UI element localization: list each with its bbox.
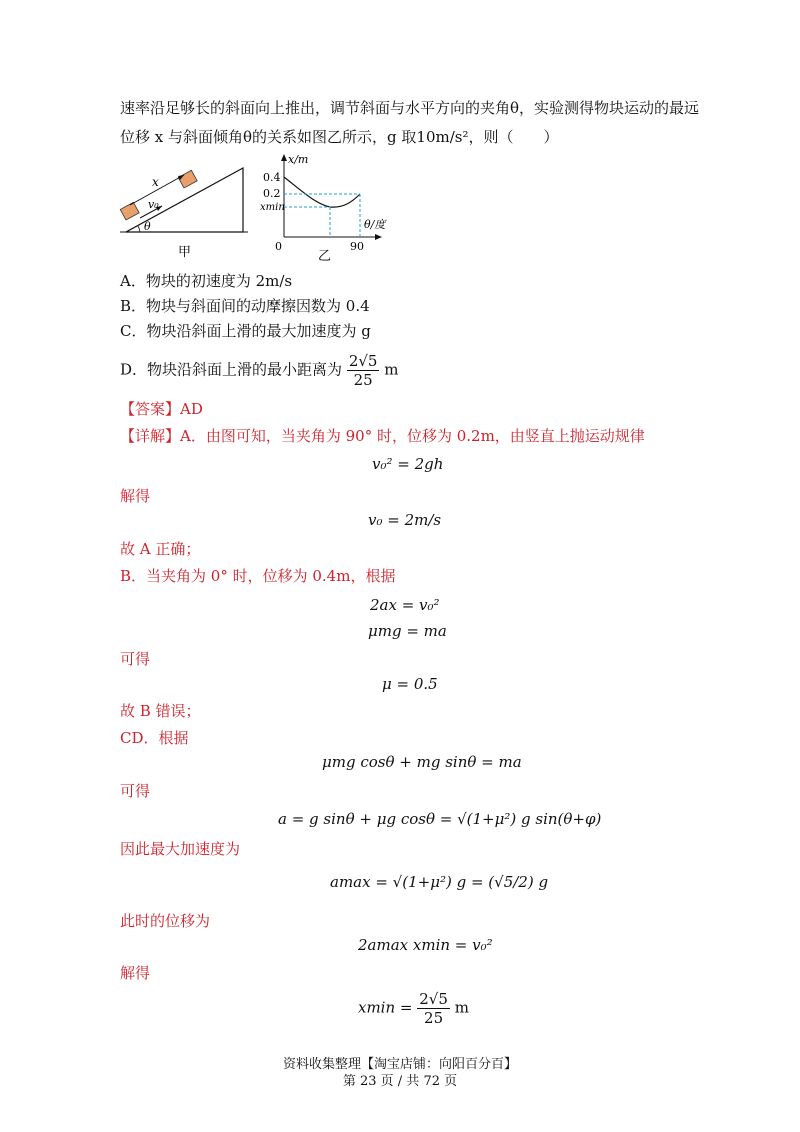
max-accel-text: 因此最大加速度为 [120, 840, 241, 858]
displacement-graph [258, 152, 398, 262]
tick-0: 0 [275, 240, 282, 253]
footer-source: 资料收集整理【淘宝店铺：向阳百分百】 [282, 1057, 517, 1072]
caption-yi: 乙 [318, 249, 332, 262]
solve-label-1: 解得 [120, 487, 151, 505]
y-axis-label: x/m [288, 153, 309, 166]
equation-5: μ = 0.5 [382, 675, 438, 693]
kede-label-1: 可得 [120, 650, 151, 668]
conclusion-a: 故 A 正确； [120, 540, 201, 558]
equation-10 [358, 990, 469, 1027]
option-d-denominator: 25 [353, 371, 373, 389]
equation-10-unit: m [454, 998, 469, 1017]
displacement-text: 此时的位移为 [120, 912, 211, 930]
equation-10-lhs: xmin = [358, 998, 413, 1017]
answer-label: 【答案】AD [120, 400, 203, 418]
option-b: B．物块与斜面间的动摩擦因数为 0.4 [120, 297, 370, 315]
equation-8: amax = √(1+μ²) g = (√5/2) g [330, 873, 549, 891]
option-c: C．物块沿斜面上滑的最大加速度为 g [120, 322, 371, 340]
detail-cd: CD．根据 [120, 729, 189, 747]
solve-label-2: 解得 [120, 964, 151, 982]
equation-10-fraction [417, 990, 450, 1027]
option-d-unit: m [384, 360, 399, 379]
equation-4: μmg = ma [368, 622, 447, 640]
question-line-2: 位移 x 与斜面倾角θ的关系如图乙所示，g 取10m/s²，则（ ） [120, 128, 559, 146]
option-d [120, 352, 398, 392]
equation-10-denominator: 25 [424, 1009, 444, 1027]
equation-3: 2ax = v₀² [370, 596, 440, 614]
equation-10-numerator: 2√5 [419, 990, 448, 1008]
equation-6: μmg cosθ + mg sinθ = ma [322, 753, 522, 771]
theta-arc [138, 226, 140, 232]
caption-jia: 甲 [178, 245, 192, 260]
conclusion-b: 故 B 错误； [120, 702, 201, 720]
x-axis-arrow [375, 234, 382, 240]
option-a: A．物块的初速度为 2m/s [120, 272, 293, 290]
incline-diagram [118, 160, 258, 260]
option-d-numerator: 2√5 [348, 352, 378, 370]
block-upper [178, 170, 197, 188]
theta-label: θ [144, 220, 151, 233]
detail-b: B．当夹角为 0° 时，位移为 0.4m，根据 [120, 567, 396, 585]
tick-04: 0.4 [263, 171, 281, 184]
y-axis-arrow [281, 154, 287, 161]
equation-2: v₀ = 2m/s [368, 511, 442, 529]
x-axis-label: θ/度 [364, 218, 386, 231]
equation-7: a = g sinθ + μg cosθ = √(1+μ²) g sin(θ+φ) [278, 810, 602, 828]
v0-label: v₀ [148, 198, 159, 211]
equation-9: 2amax xmin = v₀² [358, 936, 493, 954]
option-d-fraction [347, 352, 380, 389]
footer-page-number: 第 23 页 / 共 72 页 [342, 1074, 458, 1089]
block-lower [120, 202, 139, 220]
question-line-1: 速率沿足够长的斜面向上推出，调节斜面与水平方向的夹角θ，实验测得物块运动的最远 [120, 99, 700, 117]
displacement-curve [284, 177, 360, 207]
detail-a: 【详解】A．由图可知，当夹角为 90° 时，位移为 0.2m，由竖直上抛运动规律 [120, 427, 645, 445]
x-label: x [152, 175, 159, 189]
equation-1: v₀² = 2gh [372, 455, 444, 473]
tick-90: 90 [350, 240, 364, 253]
option-d-text: D．物块沿斜面上滑的最小距离为 [120, 360, 343, 379]
tick-xmin: xmin [260, 202, 285, 213]
kede-label-2: 可得 [120, 782, 151, 800]
tick-02: 0.2 [263, 187, 281, 200]
